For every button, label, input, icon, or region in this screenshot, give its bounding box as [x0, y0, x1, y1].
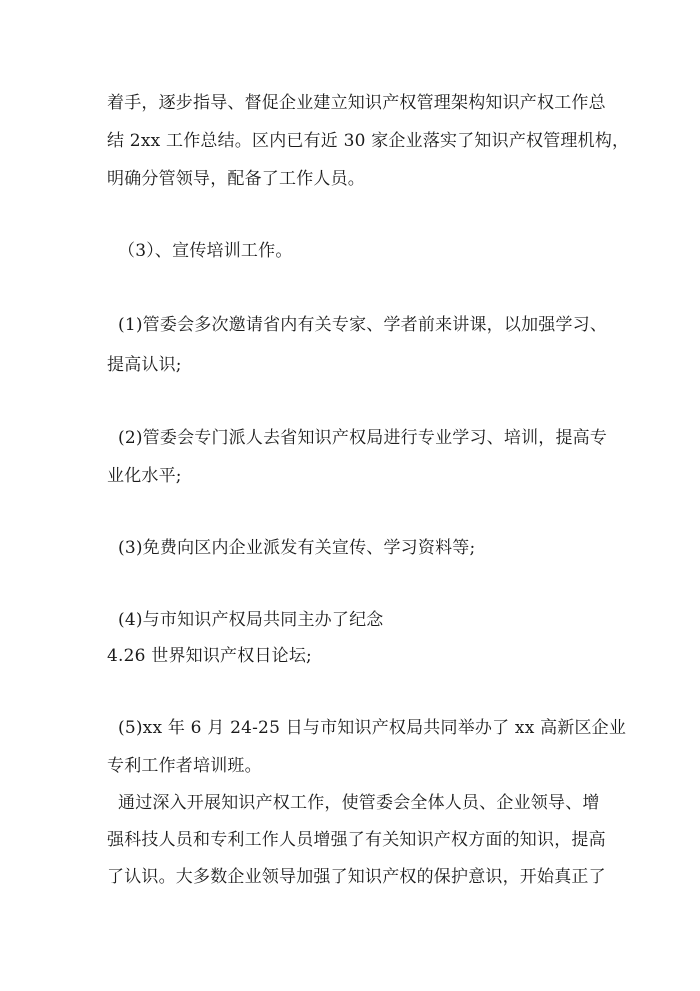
text-line-9: (3)免费向区内企业派发有关宣传、学习资料等; [118, 538, 476, 558]
text-line-8: 业化水平; [107, 466, 182, 486]
text-line-6: 提高认识; [107, 355, 182, 375]
text-line-5: (1)管委会多次邀请省内有关专家、学者前来讲课，以加强学习、 [118, 315, 608, 335]
section-heading: （3）、宣传培训工作。 [118, 241, 293, 261]
text-line-10: (4)与市知识产权局共同主办了纪念 [118, 610, 384, 630]
text-line-16: 了认识。大多数企业领导加强了知识产权的保护意识，开始真正了 [107, 867, 606, 887]
text-line-11: 4.26 世界知识产权日论坛; [107, 646, 312, 666]
text-line-15: 强科技人员和专利工作人员增强了有关知识产权方面的知识，提高 [107, 830, 606, 850]
text-line-14: 通过深入开展知识产权工作，使管委会全体人员、企业领导、增 [118, 793, 600, 813]
text-line-7: (2)管委会专门派人去省知识产权局进行专业学习、培训，提高专 [118, 428, 608, 448]
text-line-2: 结 2xx 工作总结。区内已有近 30 家企业落实了知识产权管理机构， [107, 131, 630, 151]
text-line-1: 着手，逐步指导、督促企业建立知识产权管理架构知识产权工作总 [107, 93, 606, 113]
text-line-3: 明确分管领导，配备了工作人员。 [107, 169, 365, 189]
text-line-13: 专利工作者培训班。 [107, 756, 262, 776]
text-line-12: (5)xx 年 6 月 24-25 日与市知识产权局共同举办了 xx 高新区企业 [118, 718, 627, 738]
